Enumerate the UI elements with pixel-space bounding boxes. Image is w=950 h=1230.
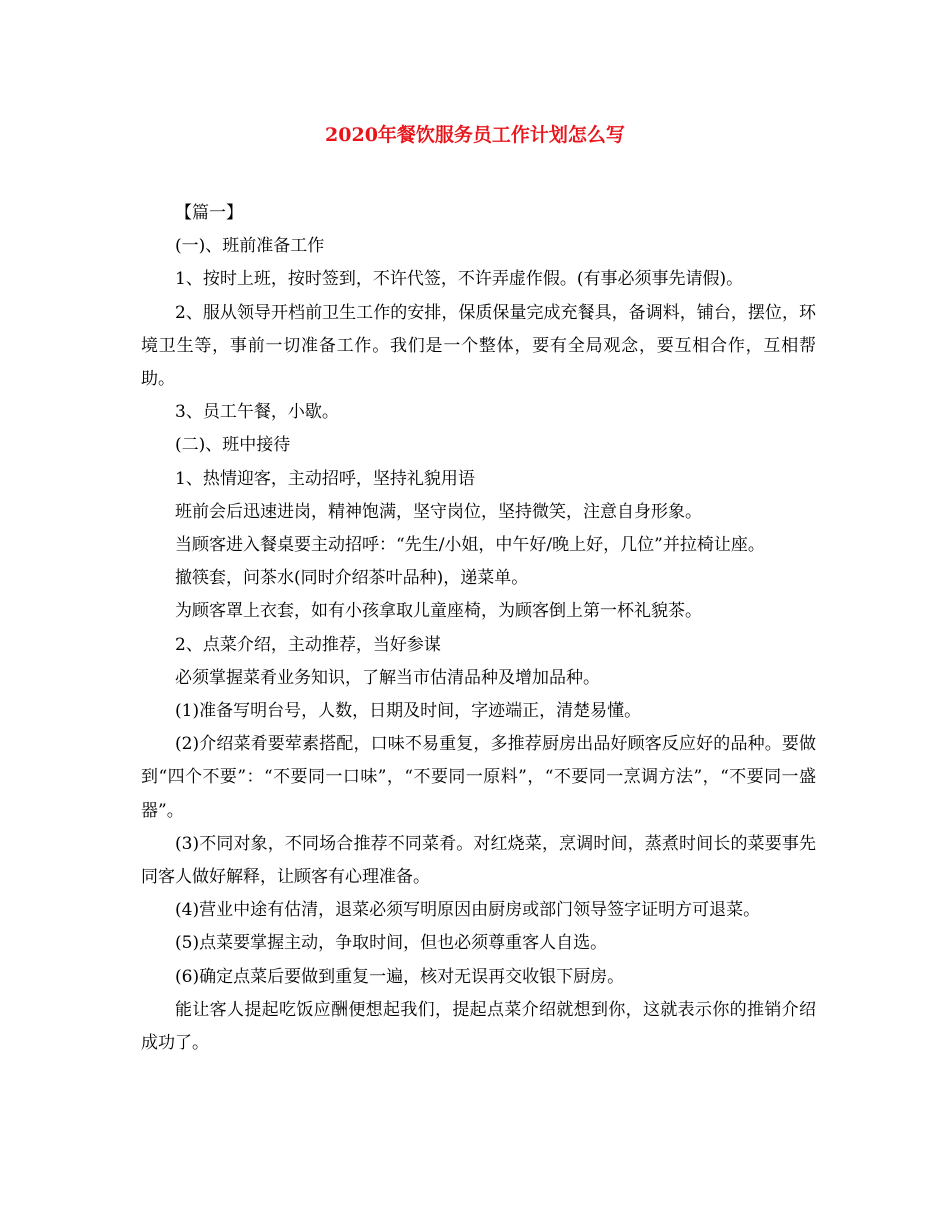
paragraph: 撤筷套，问茶水(同时介绍茶叶品种)，递菜单。 (175, 568, 529, 589)
paragraph: 1、按时上班，按时签到，不许代签，不许弄虚作假。(有事必须事先请假)。 (175, 269, 744, 290)
paragraph: (2)介绍菜肴要荤素搭配，口味不易重复，多推荐厨房出品好顾客反应好的品种。要做到“四个不要”：“不要同一口味”，“不要同一原料”，“不要同一烹调方法”，“不要同一盛器”。 (141, 734, 816, 821)
paragraph: 3、员工午餐，小歇。 (175, 402, 339, 423)
paragraph: (4)营业中途有估清，退菜必须写明原因由厨房或部门领导签字证明方可退菜。 (175, 900, 761, 921)
paragraph: 班前会后迅速进岗，精神饱满，坚守岗位，坚持微笑，注意自身形象。 (175, 501, 702, 522)
document-title: 2020年餐饮服务员工作计划怎么写 (325, 124, 625, 146)
paragraph: 必须掌握菜肴业务知识，了解当市估清品种及增加品种。 (175, 667, 600, 688)
paragraph: 能让客人提起吃饭应酬便想起我们，提起点菜介绍就想到你，这就表示你的推销介绍成功了。 (141, 999, 816, 1054)
paragraph: 为顾客罩上衣套，如有小孩拿取儿童座椅，为顾客倒上第一杯礼貌茶。 (175, 601, 702, 622)
paragraph: 2、服从领导开档前卫生工作的安排，保质保量完成充餐具，备调料，铺台，摆位，环境卫生等，事前一切准备工作。我们是一个整体，要有全局观念，要互相合作，互相帮助。 (141, 302, 816, 390)
subsection-heading-during-shift: (二)、班中接待 (175, 435, 291, 456)
section-heading-part-one: 【篇一】 (175, 203, 243, 223)
paragraph: 1、热情迎客，主动招呼，坚持礼貌用语 (175, 468, 475, 489)
paragraph: 当顾客进入餐桌要主动招呼：“先生/小姐，中午好/晚上好，几位”并拉椅让座。 (175, 535, 765, 556)
paragraph: 2、点菜介绍，主动推荐，当好参谋 (175, 634, 441, 655)
document-body (141, 197, 816, 1060)
paragraph: (5)点菜要掌握主动，争取时间，但也必须尊重客人自选。 (175, 933, 608, 954)
paragraph: (1)准备写明台号，人数，日期及时间，字迹端正，清楚易懂。 (175, 701, 642, 722)
paragraph: (6)确定点菜后要做到重复一遍，核对无误再交收银下厨房。 (175, 966, 625, 987)
paragraph: (3)不同对象，不同场合推荐不同菜肴。对红烧菜，烹调时间，蒸煮时间长的菜要事先同客人做好解释，让顾客有心理准备。 (141, 833, 816, 888)
subsection-heading-pre-shift: (一)、班前准备工作 (175, 236, 325, 257)
